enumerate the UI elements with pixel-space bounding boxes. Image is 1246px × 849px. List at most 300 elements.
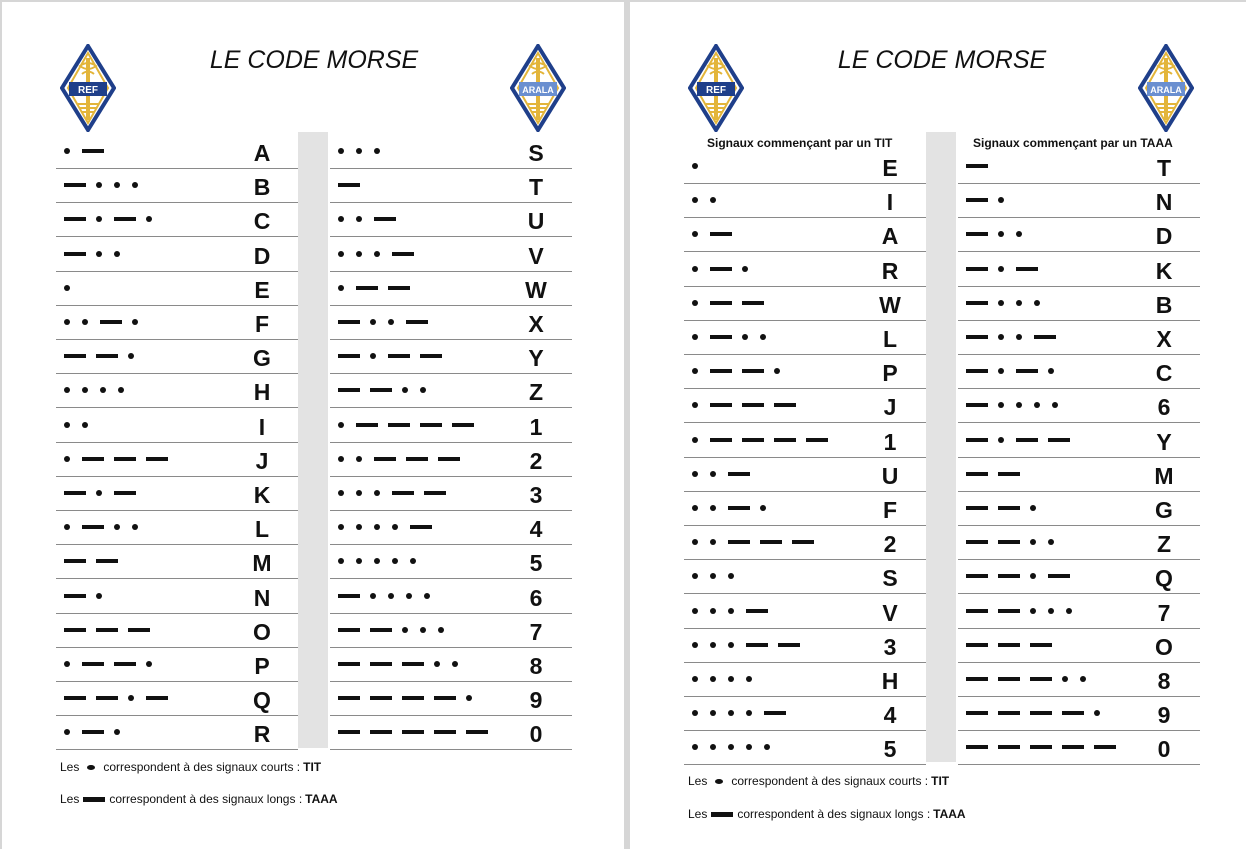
morse-character: C <box>253 208 271 235</box>
morse-character: 9 <box>529 687 543 714</box>
morse-character: 2 <box>529 447 543 474</box>
svg-text:REF: REF <box>706 85 726 96</box>
morse-row <box>330 271 572 306</box>
dash-symbol-icon <box>114 662 136 666</box>
morse-character: I <box>886 189 894 216</box>
dot-symbol-icon <box>374 251 380 257</box>
dot-symbol-icon <box>356 251 362 257</box>
morse-code <box>966 662 1098 696</box>
morse-row <box>330 510 572 545</box>
dash-symbol-icon <box>998 540 1020 544</box>
morse-code <box>338 168 370 202</box>
dash-symbol-icon <box>1016 369 1038 373</box>
dash-symbol-icon <box>998 574 1020 578</box>
dot-symbol-icon <box>692 402 698 408</box>
morse-code <box>338 373 438 407</box>
dot-symbol-icon <box>420 627 426 633</box>
dot-symbol-icon <box>710 642 716 648</box>
morse-code <box>338 510 442 544</box>
dot-symbol-icon <box>760 334 766 340</box>
dot-symbol-icon <box>728 744 734 750</box>
dot-symbol-icon <box>1052 402 1058 408</box>
morse-row <box>684 252 926 287</box>
morse-row <box>958 525 1200 560</box>
dash-symbol-icon <box>370 662 392 666</box>
dot-symbol-icon <box>1030 505 1036 511</box>
dash-symbol-icon <box>1030 677 1052 681</box>
dot-symbol-icon <box>338 524 344 530</box>
header-taaa: Signaux commençant par un TAAA <box>973 136 1173 150</box>
dash-symbol-icon <box>82 730 104 734</box>
dot-symbol-icon <box>64 285 70 291</box>
dot-symbol-icon <box>1048 608 1054 614</box>
dot-symbol-icon <box>96 182 102 188</box>
morse-character: E <box>882 155 898 181</box>
dot-symbol-icon <box>728 642 734 648</box>
dot-symbol-icon <box>434 661 440 667</box>
dash-symbol-icon <box>966 232 988 236</box>
dash-symbol-icon <box>82 525 104 529</box>
dot-symbol-icon <box>374 148 380 154</box>
morse-row <box>56 339 298 374</box>
dot-symbol-icon <box>146 216 152 222</box>
dash-symbol-icon <box>64 491 86 495</box>
morse-row <box>56 134 298 169</box>
dash-symbol-icon <box>64 628 86 632</box>
dash-symbol-icon <box>746 609 768 613</box>
morse-code <box>338 237 424 271</box>
dash-symbol-icon <box>420 354 442 358</box>
dot-symbol-icon <box>87 765 95 770</box>
dot-symbol-icon <box>692 539 698 545</box>
dash-symbol-icon <box>64 354 86 358</box>
morse-character: U <box>881 462 899 489</box>
dash-symbol-icon <box>742 438 764 442</box>
svg-text:ARALA: ARALA <box>522 85 554 95</box>
morse-code <box>966 628 1062 662</box>
morse-character: A <box>253 140 271 166</box>
dot-symbol-icon <box>356 490 362 496</box>
morse-row <box>958 354 1200 389</box>
page-title: LE CODE MORSE <box>209 46 419 74</box>
dash-symbol-icon <box>64 696 86 700</box>
morse-row <box>958 252 1200 287</box>
morse-code <box>692 149 710 183</box>
morse-character: N <box>1155 189 1173 216</box>
morse-character: T <box>1156 155 1172 181</box>
morse-code <box>338 715 498 749</box>
morse-row <box>56 476 298 511</box>
dash-symbol-icon <box>966 745 988 749</box>
morse-character: 0 <box>529 721 543 748</box>
morse-character: P <box>882 360 898 387</box>
morse-character: S <box>882 565 898 592</box>
morse-code <box>64 271 82 305</box>
dot-symbol-icon <box>710 573 716 579</box>
dash-symbol-icon <box>774 403 796 407</box>
morse-row <box>330 579 572 614</box>
dash-symbol-icon <box>1048 438 1070 442</box>
dash-symbol-icon <box>388 354 410 358</box>
morse-character: F <box>882 497 898 523</box>
dot-symbol-icon <box>96 593 102 599</box>
morse-row <box>56 613 298 648</box>
morse-row <box>330 305 572 340</box>
dot-symbol-icon <box>64 422 70 428</box>
morse-character: 4 <box>529 516 543 543</box>
morse-code <box>966 457 1030 491</box>
morse-character: 9 <box>1157 702 1171 729</box>
morse-character: Q <box>1155 565 1173 592</box>
dash-symbol-icon <box>96 559 118 563</box>
dot-symbol-icon <box>692 642 698 648</box>
dot-symbol-icon <box>1066 608 1072 614</box>
dot-symbol-icon <box>82 319 88 325</box>
morse-code <box>338 579 442 613</box>
morse-code <box>692 388 806 422</box>
dot-symbol-icon <box>710 608 716 614</box>
morse-code <box>692 320 778 354</box>
morse-row <box>330 202 572 237</box>
morse-character: X <box>1156 326 1172 352</box>
morse-row <box>684 594 926 629</box>
morse-row <box>56 305 298 340</box>
morse-code <box>692 286 774 320</box>
legend-short: Les correspondent à des signaux courts : TIT <box>688 774 950 788</box>
dash-symbol-icon <box>434 730 456 734</box>
morse-character: H <box>881 668 899 694</box>
svg-text:REF: REF <box>78 85 98 96</box>
dash-symbol-icon <box>1016 267 1038 271</box>
legend-short: Les correspondent à des signaux courts : TIT <box>60 760 322 774</box>
dot-symbol-icon <box>746 676 752 682</box>
morse-code <box>966 183 1016 217</box>
dot-symbol-icon <box>1030 608 1036 614</box>
dot-symbol-icon <box>692 573 698 579</box>
morse-row <box>56 168 298 203</box>
dot-symbol-icon <box>128 353 134 359</box>
dot-symbol-icon <box>710 744 716 750</box>
morse-row <box>330 442 572 477</box>
morse-code <box>64 339 146 373</box>
morse-row <box>958 559 1200 594</box>
dash-symbol-icon <box>82 457 104 461</box>
morse-code <box>692 354 792 388</box>
dot-symbol-icon <box>374 490 380 496</box>
morse-row <box>684 457 926 492</box>
morse-code <box>692 217 742 251</box>
dot-symbol-icon <box>114 524 120 530</box>
dot-symbol-icon <box>1034 402 1040 408</box>
dash-symbol-icon <box>1062 711 1084 715</box>
dot-symbol-icon <box>710 539 716 545</box>
morse-row <box>56 579 298 614</box>
morse-row <box>684 149 926 184</box>
dash-symbol-icon <box>711 812 733 817</box>
morse-row <box>56 715 298 750</box>
dash-symbol-icon <box>64 594 86 598</box>
dot-symbol-icon <box>764 744 770 750</box>
morse-row <box>330 681 572 716</box>
dash-symbol-icon <box>338 594 360 598</box>
dot-symbol-icon <box>1048 368 1054 374</box>
dash-symbol-icon <box>388 423 410 427</box>
morse-character: V <box>528 242 544 269</box>
dot-symbol-icon <box>998 197 1004 203</box>
morse-character: D <box>1155 223 1173 250</box>
morse-character: 7 <box>1157 599 1171 626</box>
dot-symbol-icon <box>998 231 1004 237</box>
morse-row <box>958 388 1200 423</box>
dot-symbol-icon <box>1062 676 1068 682</box>
legend-long: Les correspondent à des signaux longs : TAAA <box>688 807 966 821</box>
ref-logo-icon <box>60 44 116 132</box>
morse-row <box>684 730 926 765</box>
dash-symbol-icon <box>402 730 424 734</box>
morse-row <box>958 149 1200 184</box>
morse-code <box>338 442 470 476</box>
morse-character: L <box>254 516 270 543</box>
dot-symbol-icon <box>356 558 362 564</box>
dot-symbol-icon <box>114 729 120 735</box>
morse-character: 8 <box>529 653 543 679</box>
morse-row <box>958 662 1200 697</box>
dash-symbol-icon <box>96 628 118 632</box>
dash-symbol-icon <box>710 369 732 373</box>
dash-symbol-icon <box>792 540 814 544</box>
dot-symbol-icon <box>132 319 138 325</box>
dot-symbol-icon <box>64 456 70 462</box>
dash-symbol-icon <box>966 574 988 578</box>
dot-symbol-icon <box>118 387 124 393</box>
morse-row <box>958 457 1200 492</box>
dash-symbol-icon <box>966 506 988 510</box>
morse-row <box>330 408 572 443</box>
morse-code <box>338 647 470 681</box>
dash-symbol-icon <box>338 388 360 392</box>
morse-row <box>330 476 572 511</box>
dot-symbol-icon <box>1030 573 1036 579</box>
dash-symbol-icon <box>998 745 1020 749</box>
dot-symbol-icon <box>370 593 376 599</box>
morse-code <box>692 730 782 764</box>
dash-symbol-icon <box>1094 745 1116 749</box>
morse-code <box>966 559 1080 593</box>
morse-row <box>330 339 572 374</box>
morse-character: Y <box>528 345 544 372</box>
morse-row <box>330 373 572 408</box>
morse-character: R <box>881 257 899 284</box>
dot-symbol-icon <box>356 456 362 462</box>
morse-code <box>338 681 484 715</box>
morse-row <box>684 696 926 731</box>
dash-symbol-icon <box>710 335 732 339</box>
morse-code <box>966 354 1066 388</box>
dash-symbol-icon <box>338 183 360 187</box>
dash-symbol-icon <box>374 457 396 461</box>
morse-row <box>958 183 1200 218</box>
dash-symbol-icon <box>742 369 764 373</box>
morse-character: 5 <box>883 736 897 763</box>
dash-symbol-icon <box>764 711 786 715</box>
morse-character: W <box>879 291 901 318</box>
arala-logo-icon <box>510 44 566 132</box>
morse-character: C <box>1155 360 1173 387</box>
dash-symbol-icon <box>338 354 360 358</box>
dot-symbol-icon <box>96 216 102 222</box>
dot-symbol-icon <box>388 593 394 599</box>
morse-character: O <box>253 618 271 645</box>
dot-symbol-icon <box>692 608 698 614</box>
morse-row <box>684 559 926 594</box>
dot-symbol-icon <box>452 661 458 667</box>
dash-symbol-icon <box>83 797 105 802</box>
dot-symbol-icon <box>402 627 408 633</box>
morse-character: J <box>883 394 897 421</box>
dash-symbol-icon <box>966 301 988 305</box>
morse-code <box>692 696 796 730</box>
morse-code <box>338 202 406 236</box>
morse-row <box>56 544 298 579</box>
dot-symbol-icon <box>338 251 344 257</box>
morse-code <box>64 237 132 271</box>
page-left <box>2 2 624 849</box>
dash-symbol-icon <box>806 438 828 442</box>
dash-symbol-icon <box>966 711 988 715</box>
morse-code <box>64 408 100 442</box>
dash-symbol-icon <box>392 491 414 495</box>
morse-code <box>64 544 128 578</box>
dash-symbol-icon <box>370 628 392 632</box>
dot-symbol-icon <box>998 300 1004 306</box>
morse-character: Z <box>528 379 544 406</box>
morse-character: T <box>528 174 544 201</box>
morse-row <box>330 647 572 682</box>
dash-symbol-icon <box>710 267 732 271</box>
morse-code <box>692 252 760 286</box>
dot-symbol-icon <box>998 368 1004 374</box>
morse-code <box>338 271 420 305</box>
dash-symbol-icon <box>1034 335 1056 339</box>
dash-symbol-icon <box>338 730 360 734</box>
dot-symbol-icon <box>402 387 408 393</box>
dot-symbol-icon <box>374 558 380 564</box>
dot-symbol-icon <box>64 729 70 735</box>
morse-code <box>966 730 1126 764</box>
morse-code <box>966 286 1052 320</box>
dash-symbol-icon <box>760 540 782 544</box>
dot-symbol-icon <box>728 608 734 614</box>
morse-character: G <box>253 345 271 372</box>
morse-code <box>64 305 150 339</box>
dot-symbol-icon <box>338 558 344 564</box>
morse-character: 6 <box>529 584 543 611</box>
morse-code <box>692 628 810 662</box>
dash-symbol-icon <box>374 217 396 221</box>
morse-code <box>966 423 1080 457</box>
dot-symbol-icon <box>692 368 698 374</box>
morse-code <box>338 613 456 647</box>
morse-character: W <box>525 276 547 303</box>
dash-symbol-icon <box>338 662 360 666</box>
column-separator <box>298 132 328 748</box>
dot-symbol-icon <box>692 231 698 237</box>
morse-row <box>56 202 298 237</box>
morse-code <box>338 408 484 442</box>
morse-code <box>966 525 1066 559</box>
dash-symbol-icon <box>966 472 988 476</box>
morse-character: X <box>528 311 544 337</box>
dash-symbol-icon <box>728 472 750 476</box>
dot-symbol-icon <box>466 695 472 701</box>
dot-symbol-icon <box>692 300 698 306</box>
dot-symbol-icon <box>692 197 698 203</box>
morse-code <box>64 715 132 749</box>
morse-character: 5 <box>529 550 543 577</box>
morse-row <box>56 647 298 682</box>
dash-symbol-icon <box>998 677 1020 681</box>
dot-symbol-icon <box>710 197 716 203</box>
morse-row <box>330 168 572 203</box>
dash-symbol-icon <box>710 438 732 442</box>
dot-symbol-icon <box>710 471 716 477</box>
dash-symbol-icon <box>64 559 86 563</box>
dash-symbol-icon <box>1030 643 1052 647</box>
morse-character: 0 <box>1157 736 1171 763</box>
dash-symbol-icon <box>966 540 988 544</box>
dot-symbol-icon <box>96 251 102 257</box>
dot-symbol-icon <box>1016 300 1022 306</box>
dash-symbol-icon <box>966 369 988 373</box>
dash-symbol-icon <box>998 711 1020 715</box>
morse-row <box>56 510 298 545</box>
dot-symbol-icon <box>742 334 748 340</box>
morse-code <box>64 202 164 236</box>
dot-symbol-icon <box>1034 300 1040 306</box>
morse-character: 6 <box>1157 394 1171 421</box>
ref-logo-icon <box>688 44 744 132</box>
morse-code <box>64 134 114 168</box>
morse-row <box>56 373 298 408</box>
morse-row <box>684 388 926 423</box>
morse-character: S <box>528 140 544 166</box>
morse-character: B <box>253 174 271 201</box>
morse-character: L <box>882 326 898 352</box>
dot-symbol-icon <box>728 676 734 682</box>
arala-logo-icon <box>1138 44 1194 132</box>
dash-symbol-icon <box>1030 711 1052 715</box>
dot-symbol-icon <box>998 334 1004 340</box>
morse-row <box>684 525 926 560</box>
morse-row <box>684 491 926 526</box>
dash-symbol-icon <box>64 252 86 256</box>
dash-symbol-icon <box>424 491 446 495</box>
dash-symbol-icon <box>966 164 988 168</box>
morse-code <box>966 252 1048 286</box>
morse-code <box>966 594 1084 628</box>
dash-symbol-icon <box>100 320 122 324</box>
morse-row <box>958 217 1200 252</box>
dot-symbol-icon <box>1016 231 1022 237</box>
dash-symbol-icon <box>1030 745 1052 749</box>
morse-character: I <box>258 413 266 440</box>
column-separator <box>926 132 956 762</box>
dot-symbol-icon <box>132 182 138 188</box>
dash-symbol-icon <box>434 696 456 700</box>
dot-symbol-icon <box>374 524 380 530</box>
dash-symbol-icon <box>966 677 988 681</box>
dash-symbol-icon <box>998 609 1020 613</box>
